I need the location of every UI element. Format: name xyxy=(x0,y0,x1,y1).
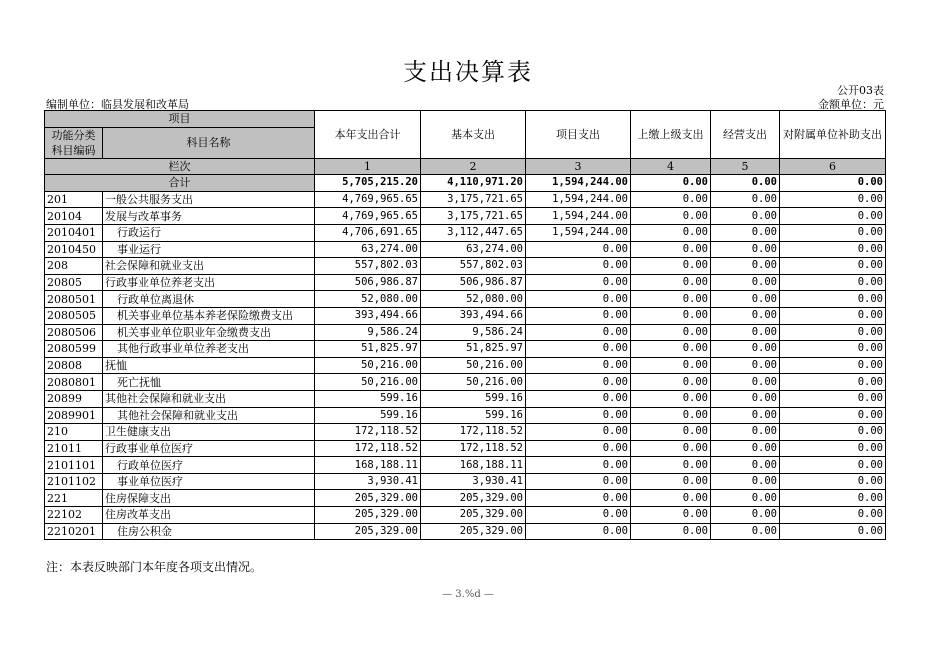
row-name: 行政事业单位养老支出 xyxy=(103,274,315,291)
row-business: 0.00 xyxy=(711,374,780,391)
row-total: 51,825.97 xyxy=(315,341,421,358)
row-upper: 0.00 xyxy=(631,473,711,490)
row-code: 2101101 xyxy=(45,457,103,474)
row-upper: 0.00 xyxy=(631,390,711,407)
row-basic: 393,494.66 xyxy=(421,307,526,324)
row-business: 0.00 xyxy=(711,407,780,424)
row-subsidy: 0.00 xyxy=(780,457,886,474)
table-row xyxy=(45,424,886,441)
row-business: 0.00 xyxy=(711,440,780,457)
row-project: 0.00 xyxy=(526,241,631,258)
table-row xyxy=(45,274,886,291)
total-row xyxy=(45,175,886,192)
header-func-code: 功能分类科目编码 xyxy=(45,127,103,158)
row-project: 0.00 xyxy=(526,507,631,524)
row-subsidy: 0.00 xyxy=(780,473,886,490)
row-subsidy: 0.00 xyxy=(780,324,886,341)
row-business: 0.00 xyxy=(711,241,780,258)
row-basic: 9,586.24 xyxy=(421,324,526,341)
row-subsidy: 0.00 xyxy=(780,374,886,391)
header-col-business: 经营支出 xyxy=(711,111,780,159)
row-code: 22102 xyxy=(45,507,103,524)
row-code: 2080506 xyxy=(45,324,103,341)
row-subsidy: 0.00 xyxy=(780,291,886,308)
row-basic: 3,112,447.65 xyxy=(421,224,526,241)
total-label: 合计 xyxy=(45,175,315,192)
row-subsidy: 0.00 xyxy=(780,507,886,524)
compiler-label: 编制单位：临县发展和改革局 xyxy=(46,98,189,111)
row-basic: 205,329.00 xyxy=(421,490,526,507)
row-code: 210 xyxy=(45,424,103,441)
row-subsidy: 0.00 xyxy=(780,274,886,291)
row-business: 0.00 xyxy=(711,490,780,507)
row-business: 0.00 xyxy=(711,258,780,275)
row-project: 0.00 xyxy=(526,274,631,291)
row-name: 发展与改革事务 xyxy=(103,208,315,225)
total-cell-subsidy: 0.00 xyxy=(780,175,886,192)
row-project: 1,594,244.00 xyxy=(526,208,631,225)
row-subsidy: 0.00 xyxy=(780,307,886,324)
row-upper: 0.00 xyxy=(631,507,711,524)
row-business: 0.00 xyxy=(711,507,780,524)
row-project: 1,594,244.00 xyxy=(526,224,631,241)
row-upper: 0.00 xyxy=(631,357,711,374)
row-subsidy: 0.00 xyxy=(780,407,886,424)
row-total: 168,188.11 xyxy=(315,457,421,474)
table-row xyxy=(45,341,886,358)
table-row xyxy=(45,374,886,391)
row-project: 0.00 xyxy=(526,258,631,275)
table-row xyxy=(45,241,886,258)
table-header xyxy=(45,111,886,192)
row-code: 2101102 xyxy=(45,473,103,490)
row-name: 社会保障和就业支出 xyxy=(103,258,315,275)
row-name: 死亡抚恤 xyxy=(103,374,315,391)
row-upper: 0.00 xyxy=(631,191,711,208)
table-row xyxy=(45,523,886,540)
table-row xyxy=(45,507,886,524)
table-row xyxy=(45,357,886,374)
row-name: 住房公积金 xyxy=(103,523,315,540)
row-basic: 599.16 xyxy=(421,407,526,424)
row-upper: 0.00 xyxy=(631,407,711,424)
row-upper: 0.00 xyxy=(631,224,711,241)
row-basic: 3,175,721.65 xyxy=(421,191,526,208)
row-basic: 172,118.52 xyxy=(421,424,526,441)
row-project: 0.00 xyxy=(526,374,631,391)
row-project: 1,594,244.00 xyxy=(526,191,631,208)
col-number-1: 1 xyxy=(315,158,421,175)
row-total: 52,080.00 xyxy=(315,291,421,308)
page-number: — 3.%d — xyxy=(442,589,494,600)
row-code: 2210201 xyxy=(45,523,103,540)
table-row xyxy=(45,473,886,490)
row-project: 0.00 xyxy=(526,407,631,424)
table-row xyxy=(45,324,886,341)
row-subsidy: 0.00 xyxy=(780,241,886,258)
row-total: 4,706,691.65 xyxy=(315,224,421,241)
row-name: 其他社会保障和就业支出 xyxy=(103,390,315,407)
row-project: 0.00 xyxy=(526,490,631,507)
row-name: 行政事业单位医疗 xyxy=(103,440,315,457)
header-col-upper: 上缴上级支出 xyxy=(631,111,711,159)
row-project: 0.00 xyxy=(526,291,631,308)
row-basic: 205,329.00 xyxy=(421,523,526,540)
header-col-total: 本年支出合计 xyxy=(315,111,421,159)
row-name: 一般公共服务支出 xyxy=(103,191,315,208)
row-total: 63,274.00 xyxy=(315,241,421,258)
row-project: 0.00 xyxy=(526,324,631,341)
total-cell-project: 1,594,244.00 xyxy=(526,175,631,192)
row-upper: 0.00 xyxy=(631,291,711,308)
row-upper: 0.00 xyxy=(631,208,711,225)
row-code: 2010401 xyxy=(45,224,103,241)
total-cell-upper: 0.00 xyxy=(631,175,711,192)
header-col-basic: 基本支出 xyxy=(421,111,526,159)
row-basic: 599.16 xyxy=(421,390,526,407)
header-subject-name: 科目名称 xyxy=(103,127,315,158)
row-upper: 0.00 xyxy=(631,274,711,291)
row-total: 172,118.52 xyxy=(315,424,421,441)
row-name: 行政运行 xyxy=(103,224,315,241)
row-name: 行政单位医疗 xyxy=(103,457,315,474)
row-subsidy: 0.00 xyxy=(780,224,886,241)
row-business: 0.00 xyxy=(711,341,780,358)
row-upper: 0.00 xyxy=(631,374,711,391)
col-number-4: 4 xyxy=(631,158,711,175)
page-title: 支出决算表 xyxy=(403,58,533,86)
row-name: 卫生健康支出 xyxy=(103,424,315,441)
table-row xyxy=(45,258,886,275)
row-total: 393,494.66 xyxy=(315,307,421,324)
row-subsidy: 0.00 xyxy=(780,390,886,407)
row-subsidy: 0.00 xyxy=(780,440,886,457)
row-business: 0.00 xyxy=(711,357,780,374)
row-business: 0.00 xyxy=(711,291,780,308)
col-number-5: 5 xyxy=(711,158,780,175)
row-business: 0.00 xyxy=(711,191,780,208)
row-name: 机关事业单位基本养老保险缴费支出 xyxy=(103,307,315,324)
row-code: 20899 xyxy=(45,390,103,407)
row-business: 0.00 xyxy=(711,424,780,441)
row-code: 20808 xyxy=(45,357,103,374)
row-business: 0.00 xyxy=(711,274,780,291)
col-number-2: 2 xyxy=(421,158,526,175)
row-name: 抚恤 xyxy=(103,357,315,374)
row-code: 2080505 xyxy=(45,307,103,324)
row-business: 0.00 xyxy=(711,457,780,474)
row-total: 599.16 xyxy=(315,390,421,407)
form-number: 公开03表 xyxy=(837,84,884,97)
row-basic: 51,825.97 xyxy=(421,341,526,358)
row-business: 0.00 xyxy=(711,473,780,490)
row-subsidy: 0.00 xyxy=(780,208,886,225)
row-code: 2010450 xyxy=(45,241,103,258)
row-subsidy: 0.00 xyxy=(780,341,886,358)
row-total: 50,216.00 xyxy=(315,374,421,391)
table-row xyxy=(45,440,886,457)
row-total: 205,329.00 xyxy=(315,490,421,507)
row-total: 205,329.00 xyxy=(315,507,421,524)
col-number-6: 6 xyxy=(780,158,886,175)
row-name: 其他社会保障和就业支出 xyxy=(103,407,315,424)
table-row xyxy=(45,291,886,308)
row-project: 0.00 xyxy=(526,473,631,490)
row-total: 557,802.03 xyxy=(315,258,421,275)
total-cell-total: 5,705,215.20 xyxy=(315,175,421,192)
row-basic: 172,118.52 xyxy=(421,440,526,457)
row-project: 0.00 xyxy=(526,307,631,324)
row-business: 0.00 xyxy=(711,523,780,540)
header-project: 项目 xyxy=(45,111,315,128)
row-subsidy: 0.00 xyxy=(780,191,886,208)
col-number-3: 3 xyxy=(526,158,631,175)
row-business: 0.00 xyxy=(711,307,780,324)
row-basic: 557,802.03 xyxy=(421,258,526,275)
row-name: 事业运行 xyxy=(103,241,315,258)
row-upper: 0.00 xyxy=(631,258,711,275)
amount-unit-label: 金额单位：元 xyxy=(818,98,884,111)
expenditure-table xyxy=(44,110,886,540)
table-note: 注：本表反映部门本年度各项支出情况。 xyxy=(46,560,263,574)
row-upper: 0.00 xyxy=(631,307,711,324)
row-code: 21011 xyxy=(45,440,103,457)
row-total: 3,930.41 xyxy=(315,473,421,490)
row-code: 2080501 xyxy=(45,291,103,308)
row-basic: 63,274.00 xyxy=(421,241,526,258)
row-basic: 506,986.87 xyxy=(421,274,526,291)
row-project: 0.00 xyxy=(526,341,631,358)
row-subsidy: 0.00 xyxy=(780,424,886,441)
row-project: 0.00 xyxy=(526,357,631,374)
header-col-subsidy: 对附属单位补助支出 xyxy=(780,111,886,159)
total-cell-business: 0.00 xyxy=(711,175,780,192)
row-total: 50,216.00 xyxy=(315,357,421,374)
row-total: 599.16 xyxy=(315,407,421,424)
row-upper: 0.00 xyxy=(631,341,711,358)
row-project: 0.00 xyxy=(526,440,631,457)
row-subsidy: 0.00 xyxy=(780,523,886,540)
row-basic: 3,930.41 xyxy=(421,473,526,490)
row-code: 20104 xyxy=(45,208,103,225)
table-body xyxy=(45,191,886,539)
row-total: 9,586.24 xyxy=(315,324,421,341)
row-code: 221 xyxy=(45,490,103,507)
row-name: 事业单位医疗 xyxy=(103,473,315,490)
row-total: 4,769,965.65 xyxy=(315,208,421,225)
row-upper: 0.00 xyxy=(631,490,711,507)
row-name: 住房改革支出 xyxy=(103,507,315,524)
row-code: 208 xyxy=(45,258,103,275)
table-row xyxy=(45,191,886,208)
row-upper: 0.00 xyxy=(631,457,711,474)
row-total: 506,986.87 xyxy=(315,274,421,291)
row-upper: 0.00 xyxy=(631,523,711,540)
row-business: 0.00 xyxy=(711,390,780,407)
row-basic: 52,080.00 xyxy=(421,291,526,308)
total-cell-basic: 4,110,971.20 xyxy=(421,175,526,192)
table-row xyxy=(45,457,886,474)
header-row-number: 栏次 xyxy=(45,158,315,175)
row-name: 机关事业单位职业年金缴费支出 xyxy=(103,324,315,341)
row-subsidy: 0.00 xyxy=(780,258,886,275)
row-code: 2089901 xyxy=(45,407,103,424)
row-code: 2080801 xyxy=(45,374,103,391)
table-row xyxy=(45,208,886,225)
row-code: 201 xyxy=(45,191,103,208)
row-upper: 0.00 xyxy=(631,424,711,441)
row-basic: 205,329.00 xyxy=(421,507,526,524)
table-row xyxy=(45,490,886,507)
row-business: 0.00 xyxy=(711,224,780,241)
row-total: 205,329.00 xyxy=(315,523,421,540)
table-row xyxy=(45,390,886,407)
header-col-project: 项目支出 xyxy=(526,111,631,159)
row-basic: 50,216.00 xyxy=(421,374,526,391)
row-basic: 168,188.11 xyxy=(421,457,526,474)
row-project: 0.00 xyxy=(526,523,631,540)
row-subsidy: 0.00 xyxy=(780,357,886,374)
table-row xyxy=(45,407,886,424)
row-code: 2080599 xyxy=(45,341,103,358)
row-name: 其他行政事业单位养老支出 xyxy=(103,341,315,358)
row-basic: 50,216.00 xyxy=(421,357,526,374)
row-project: 0.00 xyxy=(526,424,631,441)
row-project: 0.00 xyxy=(526,457,631,474)
row-upper: 0.00 xyxy=(631,241,711,258)
row-name: 住房保障支出 xyxy=(103,490,315,507)
row-code: 20805 xyxy=(45,274,103,291)
row-business: 0.00 xyxy=(711,208,780,225)
row-business: 0.00 xyxy=(711,324,780,341)
row-name: 行政单位离退休 xyxy=(103,291,315,308)
row-project: 0.00 xyxy=(526,390,631,407)
row-upper: 0.00 xyxy=(631,440,711,457)
table-row xyxy=(45,224,886,241)
row-basic: 3,175,721.65 xyxy=(421,208,526,225)
row-total: 172,118.52 xyxy=(315,440,421,457)
row-upper: 0.00 xyxy=(631,324,711,341)
row-total: 4,769,965.65 xyxy=(315,191,421,208)
table-row xyxy=(45,307,886,324)
row-subsidy: 0.00 xyxy=(780,490,886,507)
